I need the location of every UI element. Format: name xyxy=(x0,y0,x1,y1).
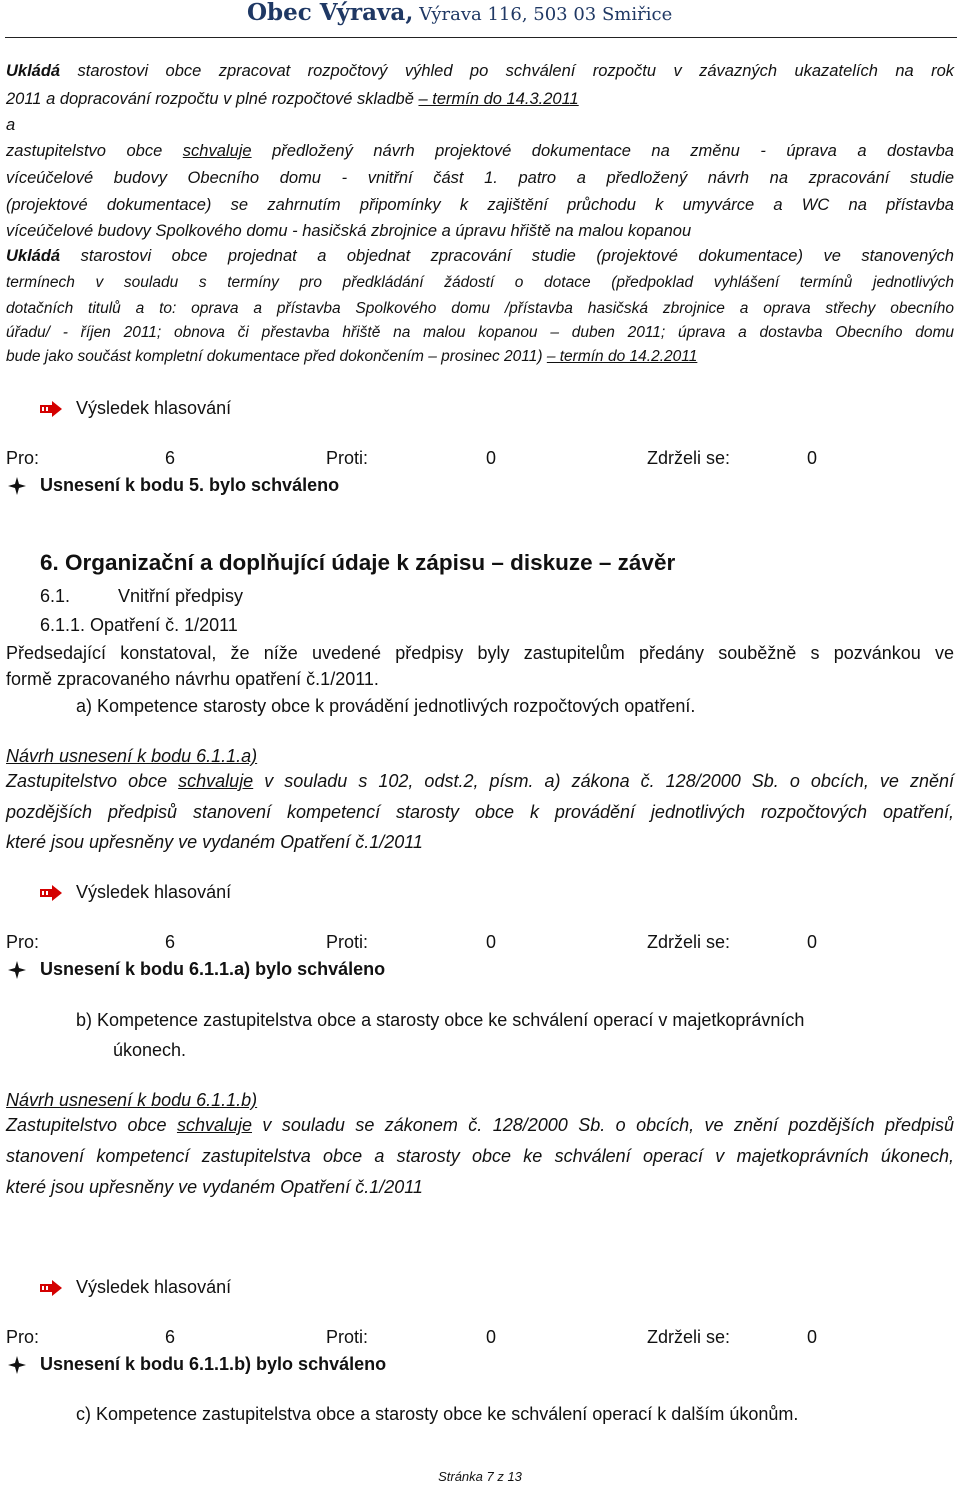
zdrzeli-count: 0 xyxy=(807,1327,818,1347)
zdrzeli-label: Zdrželi se: xyxy=(647,448,731,468)
text-segment: Zastupitelstvo obce xyxy=(6,1115,177,1135)
text-segment: v souladu s 102, odst.2, písm. a) zákona č. 128/2000 Sb. o obcích, ve znění xyxy=(253,771,955,791)
arrow-icon xyxy=(40,401,62,417)
deadline-text: – termín do 14.2.2011 xyxy=(546,348,698,365)
text-segment: starostovi obce zpracovat rozpočtový výhled po schválení rozpočtu v závazných ukazatelích na rok xyxy=(60,62,954,80)
proti-count: 0 xyxy=(486,932,497,952)
text-line xyxy=(6,142,954,161)
text-line: formě zpracovaného návrhu opatření č.1/2011. xyxy=(6,669,379,689)
text-segment: bude jako součást kompletní dokumentace před dokončením – prosinec 2011) xyxy=(6,348,547,365)
text-line xyxy=(6,771,954,792)
pro-label: Pro: xyxy=(6,932,40,952)
page-header xyxy=(247,0,672,26)
text-line: pozdějších předpisů stanovení kompetencí starosty obce k provádění jednotlivých rozpočtových opatření, xyxy=(6,802,954,822)
proti-label: Proti: xyxy=(326,448,369,468)
text-line: (projektové dokumentace) se zahrnutím připomínky k zajištění průchodu k umyvárce a WC na přístavba xyxy=(6,196,954,214)
proti-label: Proti: xyxy=(326,932,369,952)
vote-result: Usnesení k bodu 6.1.1.b) bylo schváleno xyxy=(40,1354,387,1374)
text-segment: 2011 a dopracování rozpočtu v plné rozpočtové skladbě xyxy=(6,90,419,108)
vote-counts xyxy=(0,1327,960,1351)
list-item-b: b) Kompetence zastupitelstva obce a starosty obce ke schválení operací v majetkoprávních xyxy=(76,1010,805,1030)
text-segment: v souladu se zákonem č. 128/2000 Sb. o obcích, ve znění pozdějších předpisů xyxy=(252,1115,954,1135)
text-line xyxy=(6,1115,954,1136)
vote-title: Výsledek hlasování xyxy=(76,882,232,902)
subsection-number: 6.1. xyxy=(40,586,71,606)
zdrzeli-label: Zdrželi se: xyxy=(647,932,731,952)
text-line xyxy=(6,348,697,366)
text-segment: starostovi obce projednat a objednat zpracování studie (projektové dokumentace) ve stanovených xyxy=(60,247,954,265)
text-line: které jsou upřesněny ve vydaném Opatření č.1/2011 xyxy=(6,1177,423,1197)
text-line: Předsedající konstatoval, že níže uvedené předpisy byly zastupitelům předány souběžně s pozvánkou ve xyxy=(6,643,954,663)
zdrzeli-count: 0 xyxy=(807,932,818,952)
text-line: a xyxy=(6,116,16,134)
zdrzeli-count: 0 xyxy=(807,448,818,468)
subsubsection-title: 6.1.1. Opatření č. 1/2011 xyxy=(40,615,238,635)
vote-counts xyxy=(0,448,960,472)
arrow-icon xyxy=(40,1280,62,1296)
text-segment: Zastupitelstvo obce xyxy=(6,771,179,791)
text-line: víceúčelové budovy Obecního domu - vnitřní část 1. patro a předložený návrh na zpracování studie xyxy=(6,169,954,187)
approve-verb: schvaluje xyxy=(176,1115,252,1135)
zdrzeli-label: Zdrželi se: xyxy=(647,1327,731,1347)
list-item-c: c) Kompetence zastupitelstva obce a starosty obce ke schválení operací k dalším úkonům. xyxy=(76,1404,799,1424)
pro-count: 6 xyxy=(165,1327,176,1347)
proposal-heading: Návrh usnesení k bodu 6.1.1.a) xyxy=(6,746,258,766)
text-line xyxy=(6,247,954,266)
text-line: stanovení kompetencí zastupitelstva obce a starosty obce ke schválení operací v majetkoprávních úkonech, xyxy=(6,1146,954,1166)
pro-label: Pro: xyxy=(6,448,40,468)
header-address: Výrava 116, 503 03 Smiřice xyxy=(413,4,673,25)
page-number: Stránka 7 z 13 xyxy=(438,1469,522,1484)
header-rule xyxy=(5,37,957,38)
vote-title: Výsledek hlasování xyxy=(76,398,232,418)
proti-count: 0 xyxy=(486,448,497,468)
text-line: dotačních titulů a to: oprava a přístavba Spolkového domu /přístavba hasičská zbrojnice a oprava střechy obecního xyxy=(6,300,954,317)
pro-count: 6 xyxy=(165,932,176,952)
list-item-b-cont: úkonech. xyxy=(113,1040,187,1060)
proposal-heading: Návrh usnesení k bodu 6.1.1.b) xyxy=(6,1090,258,1110)
bullet-diamond-icon xyxy=(8,477,26,495)
pro-count: 6 xyxy=(165,448,176,468)
pro-label: Pro: xyxy=(6,1327,40,1347)
text-line: termínech v souladu s termíny pro předkládání žádostí o dotace (předpoklad vyhlášení termínů jednotlivých xyxy=(6,274,954,291)
bullet-diamond-icon xyxy=(8,961,26,979)
section-heading: 6. Organizační a doplňující údaje k zápisu – diskuze – závěr xyxy=(40,550,676,575)
bold-verb: Ukládá xyxy=(6,247,61,265)
text-segment: předložený návrh projektové dokumentace na změnu - úprava a dostavba xyxy=(251,142,954,160)
deadline-text: – termín do 14.3.2011 xyxy=(418,90,579,108)
proti-count: 0 xyxy=(486,1327,497,1347)
text-line xyxy=(6,62,954,81)
vote-result: Usnesení k bodu 6.1.1.a) bylo schváleno xyxy=(40,959,386,979)
vote-counts xyxy=(0,932,960,956)
subsection-title: Vnitřní předpisy xyxy=(118,586,244,606)
header-org: Obec Výrava, xyxy=(247,0,414,26)
list-item-a: a) Kompetence starosty obce k provádění jednotlivých rozpočtových opatření. xyxy=(76,696,696,716)
approve-verb: schvaluje xyxy=(178,771,254,791)
text-segment: zastupitelstvo obce xyxy=(6,142,183,160)
bullet-diamond-icon xyxy=(8,1356,26,1374)
vote-result: Usnesení k bodu 5. bylo schváleno xyxy=(40,475,340,495)
text-line: úřadu/ - říjen 2011; obnova či přestavba hřiště na malou kopanou – duben 2011; úprava a dostavba Obecního domu xyxy=(6,324,954,341)
proti-label: Proti: xyxy=(326,1327,369,1347)
text-line: které jsou upřesněny ve vydaném Opatření č.1/2011 xyxy=(6,832,423,852)
bold-verb: Ukládá xyxy=(6,62,61,80)
vote-title: Výsledek hlasování xyxy=(76,1277,232,1297)
text-line: víceúčelové budovy Spolkového domu - hasičská zbrojnice a úpravu hřiště na malou kopanou xyxy=(6,222,692,240)
arrow-icon xyxy=(40,885,62,901)
text-line xyxy=(6,90,579,109)
approve-verb: schvaluje xyxy=(182,142,252,160)
